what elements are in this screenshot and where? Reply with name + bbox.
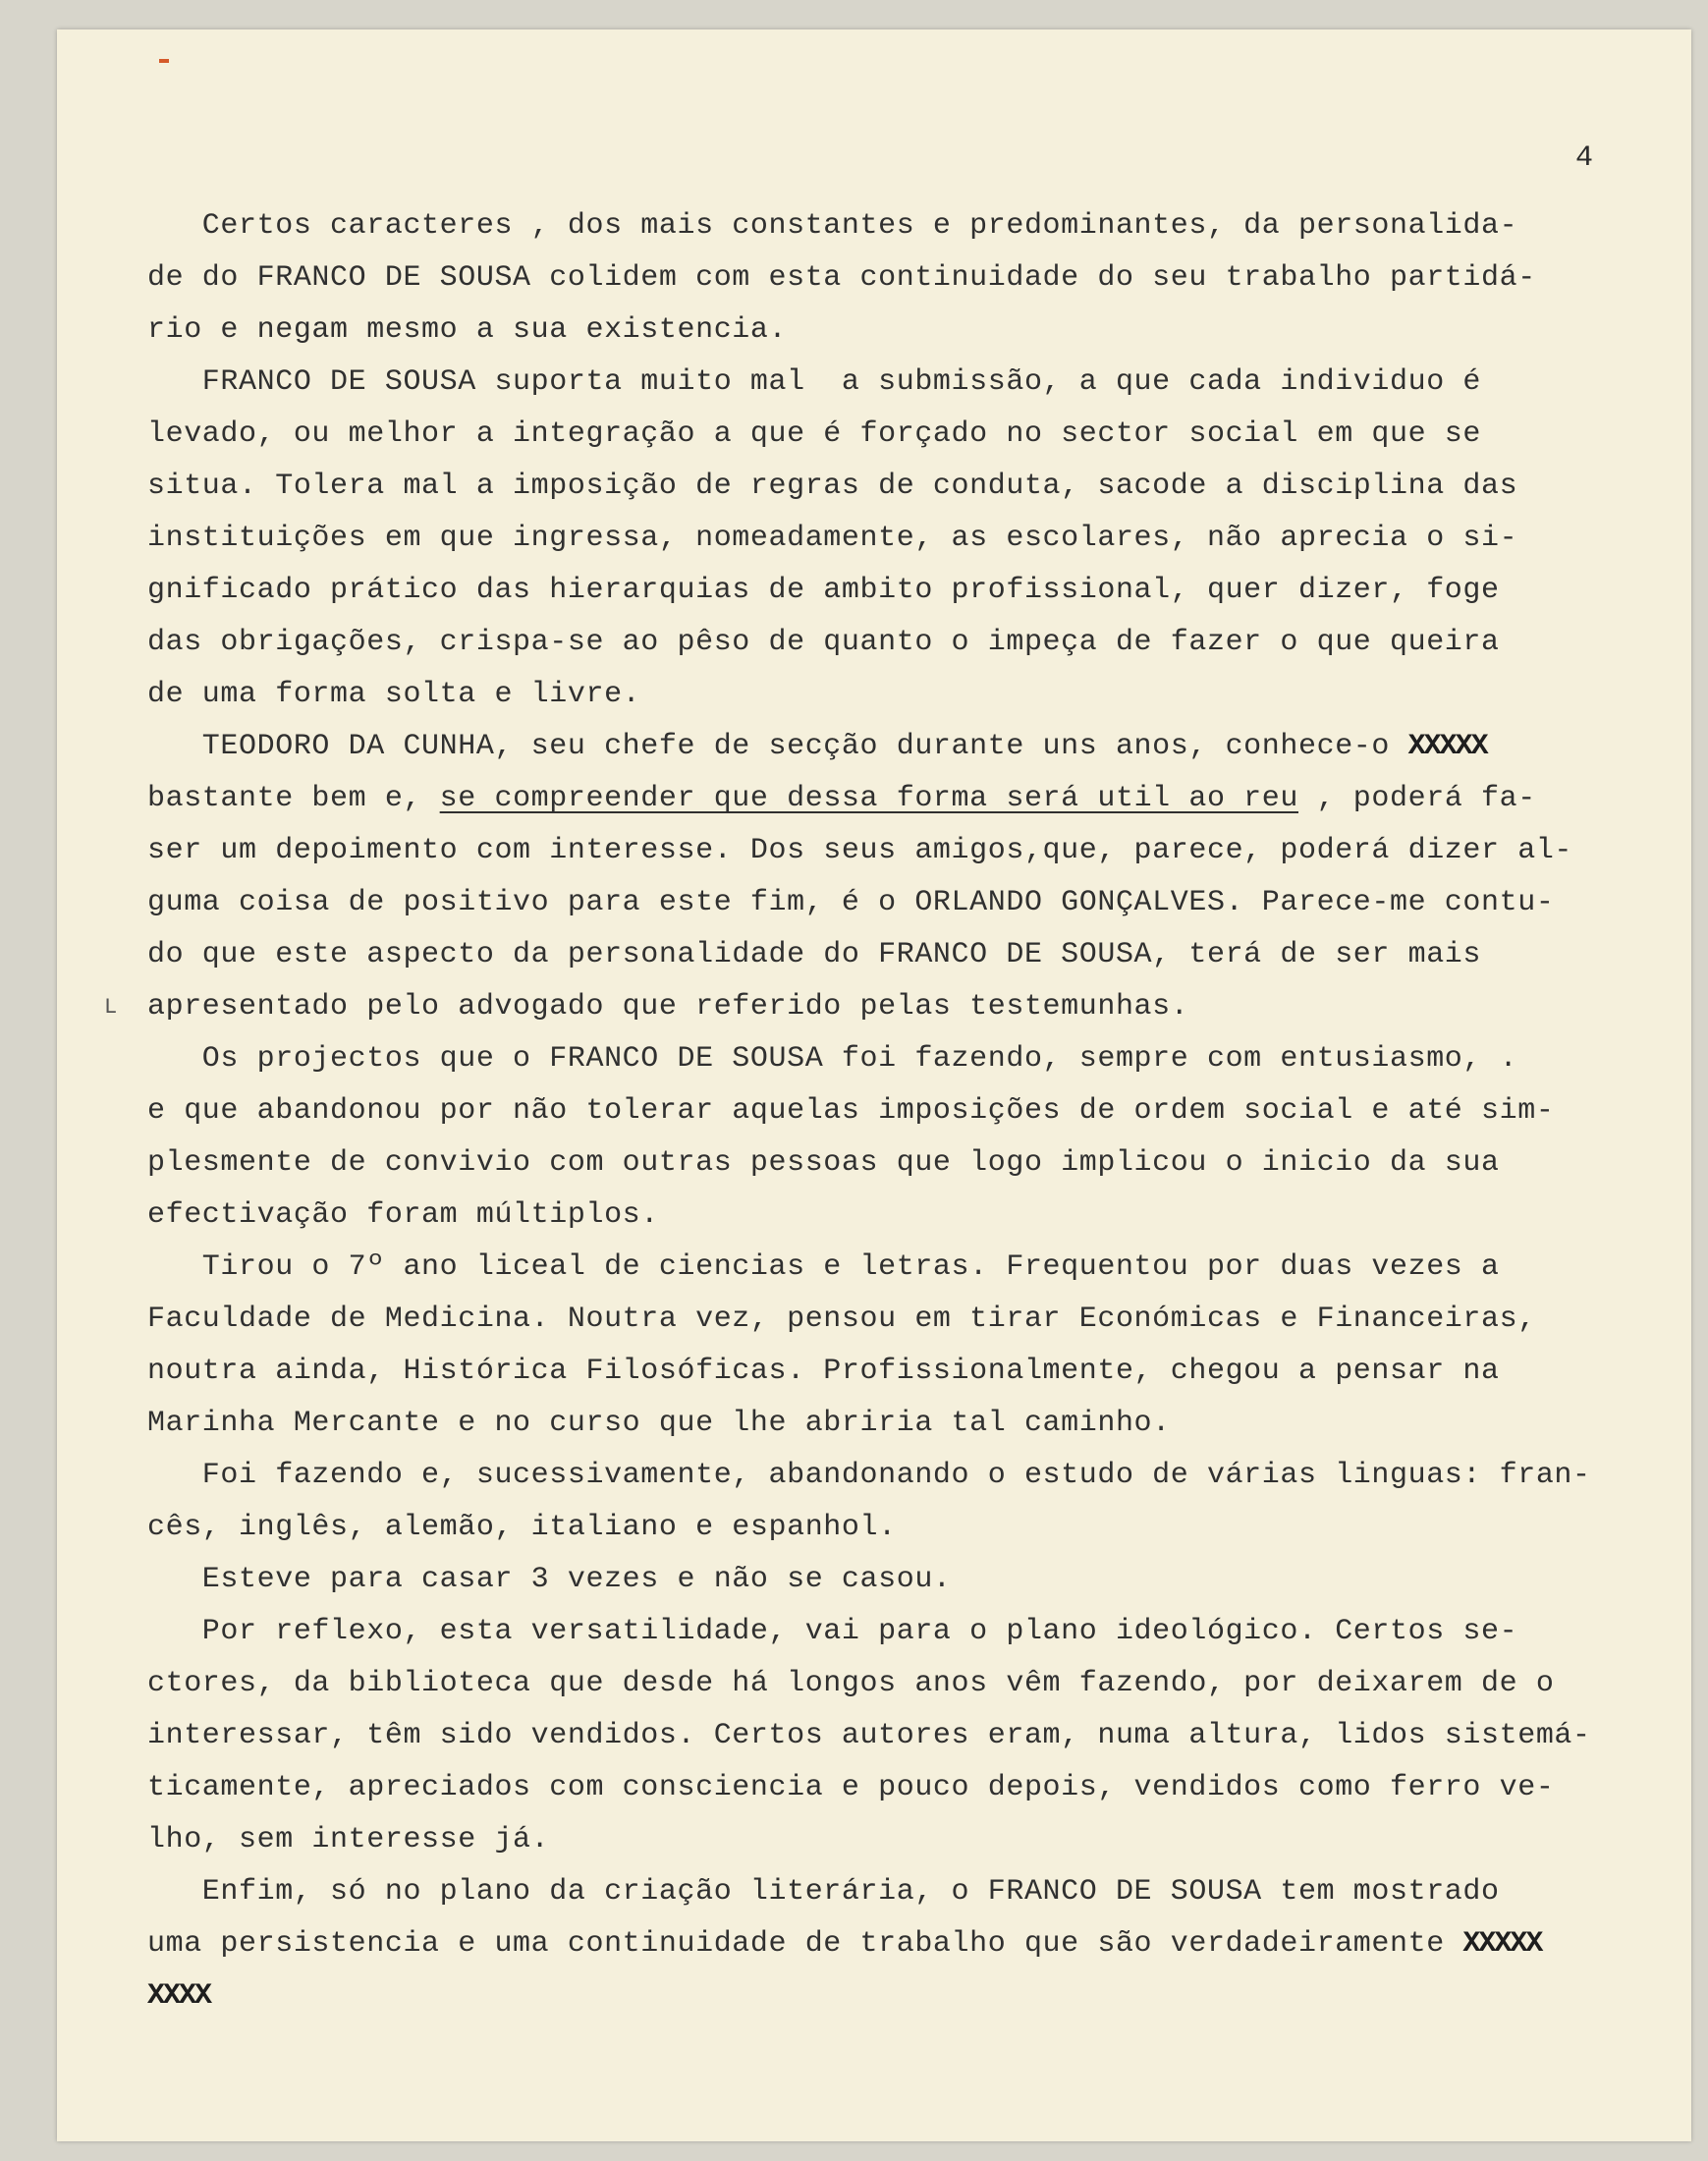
- text-line: do que este aspecto da personalidade do FRANCO DE SOUSA, terá de ser mais: [147, 938, 1482, 971]
- struck-out-text: XXXXX: [1462, 1927, 1542, 1961]
- underlined-phrase: se compreender que dessa forma será util ao reu: [439, 782, 1298, 815]
- text-line: guma coisa de positivo para este fim, é o ORLANDO GONÇALVES. Parece-me contu-: [147, 886, 1555, 919]
- text-line: Tirou o 7º ano liceal de ciencias e letras. Frequentou por duas vezes a: [147, 1250, 1500, 1284]
- text-line: instituições em que ingressa, nomeadamente, as escolares, não aprecia o si-: [147, 522, 1518, 555]
- corner-ink-mark: [159, 59, 169, 63]
- text-line: Faculdade de Medicina. Noutra vez, pensou em tirar Económicas e Financeiras,: [147, 1302, 1536, 1336]
- margin-annotation: L: [104, 995, 118, 1020]
- text-line: Por reflexo, esta versatilidade, vai para o plano ideológico. Certos se-: [147, 1615, 1518, 1648]
- text-line: [147, 1918, 1640, 1970]
- text-line: levado, ou melhor a integração a que é forçado no sector social em que se: [147, 417, 1482, 451]
- struck-out-text: XXXX: [147, 1979, 211, 2013]
- text-line: Marinha Mercante e no curso que lhe abriria tal caminho.: [147, 1407, 1171, 1440]
- struck-out-text: XXXXX: [1407, 730, 1487, 763]
- text-line: efectivação foram múltiplos.: [147, 1198, 659, 1232]
- text-line: [147, 773, 1640, 825]
- text-line: FRANCO DE SOUSA suporta muito mal a submissão, a que cada individuo é: [147, 365, 1482, 399]
- text-line: [147, 721, 1640, 773]
- text-line: ctores, da biblioteca que desde há longos anos vêm fazendo, por deixarem de o: [147, 1667, 1555, 1700]
- text-line: Certos caracteres , dos mais constantes e predominantes, da personalida-: [147, 209, 1518, 243]
- text-line: situa. Tolera mal a imposição de regras de conduta, sacode a disciplina das: [147, 470, 1518, 503]
- text-line: apresentado pelo advogado que referido pelas testemunhas.: [147, 990, 1189, 1024]
- text-line: de do FRANCO DE SOUSA colidem com esta continuidade do seu trabalho partidá-: [147, 261, 1536, 295]
- text-line: ser um depoimento com interesse. Dos seus amigos,que, parece, poderá dizer al-: [147, 834, 1573, 867]
- page-number: 4: [1575, 141, 1594, 175]
- text-line: noutra ainda, Histórica Filosóficas. Profissionalmente, chegou a pensar na: [147, 1355, 1500, 1388]
- text-line: gnificado prático das hierarquias de ambito profissional, quer dizer, foge: [147, 574, 1500, 607]
- text-line: das obrigações, crispa-se ao pêso de quanto o impeça de fazer o que queira: [147, 626, 1500, 659]
- text-line: plesmente de convivio com outras pessoas que logo implicou o inicio da sua: [147, 1146, 1500, 1180]
- text-line: e que abandonou por não tolerar aquelas imposições de ordem social e até sim-: [147, 1094, 1555, 1128]
- text-line: Esteve para casar 3 vezes e não se casou.: [147, 1563, 952, 1596]
- text-segment: , poderá fa-: [1298, 782, 1536, 815]
- text-line: Enfim, só no plano da criação literária, o FRANCO DE SOUSA tem mostrado: [147, 1875, 1500, 1909]
- text-line: cês, inglês, alemão, italiano e espanhol.: [147, 1511, 897, 1544]
- text-line: ticamente, apreciados com consciencia e pouco depois, vendidos como ferro ve-: [147, 1771, 1555, 1804]
- text-segment: bastante bem e,: [147, 782, 422, 815]
- typewritten-body: [147, 200, 1640, 2022]
- text-segment: TEODORO DA CUNHA, seu chefe de secção durante uns anos, conhece-o: [147, 730, 1390, 763]
- text-line: de uma forma solta e livre.: [147, 678, 641, 711]
- text-segment: uma persistencia e uma continuidade de trabalho que são verdadeiramente: [147, 1927, 1445, 1961]
- text-line: interessar, têm sido vendidos. Certos autores eram, numa altura, lidos sistemá-: [147, 1719, 1591, 1752]
- text-line: lho, sem interesse já.: [147, 1823, 550, 1856]
- text-line: [147, 1970, 1640, 2022]
- text-line: Os projectos que o FRANCO DE SOUSA foi fazendo, sempre com entusiasmo, .: [147, 1042, 1518, 1076]
- text-line: rio e negam mesmo a sua existencia.: [147, 313, 788, 347]
- text-line: Foi fazendo e, sucessivamente, abandonando o estudo de várias linguas: fran-: [147, 1459, 1591, 1492]
